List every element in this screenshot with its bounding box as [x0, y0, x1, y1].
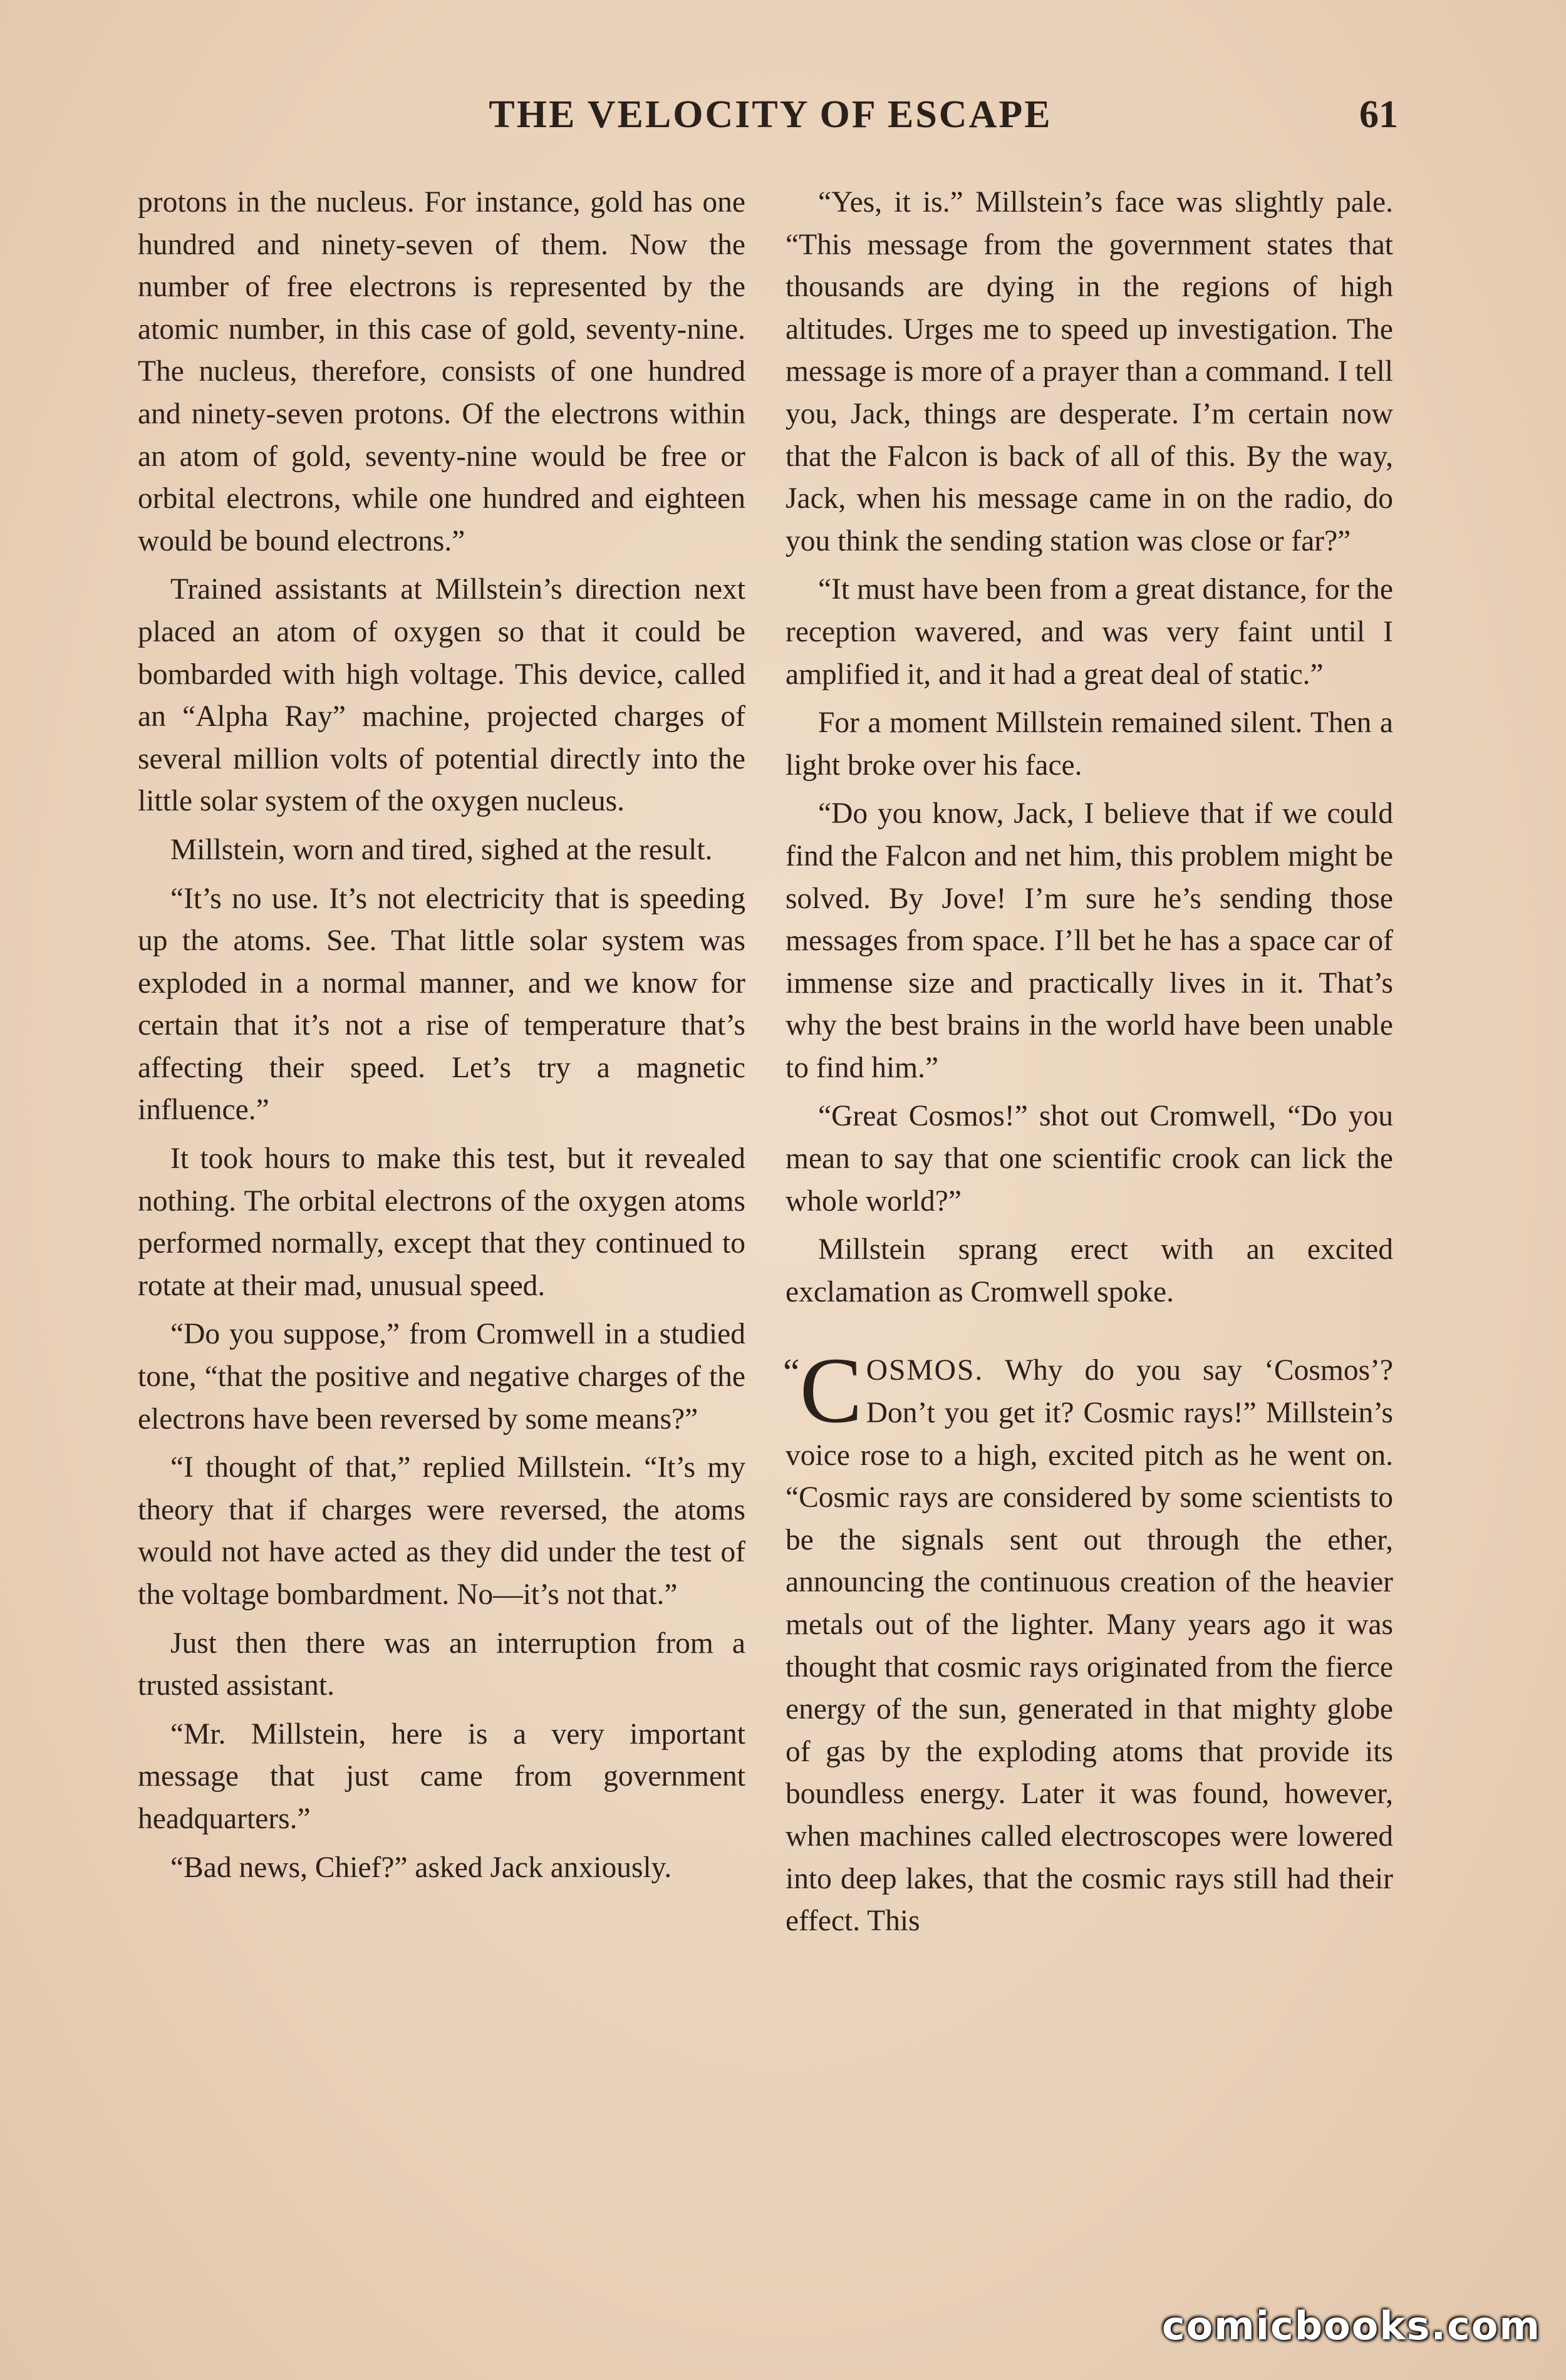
paragraph: “Bad news, Chief?” asked Jack anxiously. [170, 1851, 672, 1884]
drop-cap-letter: C [799, 1338, 863, 1443]
paragraph: “Do you suppose,” from Cromwell in a studied tone, “that the positive and negative charges of the electrons have been reversed by some means?” [138, 1318, 745, 1436]
section-opening-paragraph [783, 1338, 1393, 1942]
paragraph: “Great Cosmos!” shot out Cromwell, “Do you mean to say that one scientific crook can lick the whole world?” [786, 1100, 1393, 1218]
lead-smallcaps: OSMOS. [866, 1354, 984, 1387]
drop-cap-quote: “ [783, 1352, 800, 1394]
drop-cap [783, 1338, 863, 1443]
paragraph: Just then there was an interruption from a trusted assistant. [138, 1627, 745, 1702]
page-number: 61 [1359, 93, 1398, 136]
running-head [138, 86, 1403, 143]
paragraph: protons in the nucleus. For instance, gold has one hundred and ninety-seven of them. Now the number of free electrons is represented by the atomic number, in this case of gold, seventy-nine. The nucleus, therefore, consists of one hundred and ninety-seven protons. Of the electrons within an atom of gold, seventy-nine would be free or orbital electrons, while one hundred and eighteen would be bound electrons.” [138, 186, 745, 557]
paragraph: Millstein sprang erect with an excited exclamation as Cromwell spoke. [786, 1233, 1393, 1308]
paragraph: “It’s no use. It’s not electricity that is speeding up the atoms. See. That little solar system was exploded in a normal manner, and we know for certain that it’s not a rise of temperature that’s affecting their speed. Let’s try a magnetic influence.” [138, 882, 745, 1127]
running-title: THE VELOCITY OF ESCAPE [489, 93, 1052, 136]
paragraph: “I thought of that,” replied Millstein. “It’s my theory that if charges were reversed, the atoms would not have acted as they did under the test of the voltage bombardment. No—it’s not that.” [138, 1451, 745, 1611]
paragraph: Trained assistants at Millstein’s direction next placed an atom of oxygen so that it could be bombarded with high voltage. This device, called an “Alpha Ray” machine, projected charges of several million volts of potential directly into the little solar system of the oxygen nucleus. [138, 573, 745, 818]
paragraph: “Yes, it is.” Millstein’s face was slightly pale. “This message from the government states that thousands are dying in the regions of high altitudes. Urges me to speed up investigation. The message is more of a prayer than a command. I tell you, Jack, things are desperate. I’m certain now that the Falcon is back of all of this. By the way, Jack, when his message came in on the radio, do you think the sending station was close or far?” [786, 186, 1393, 557]
paragraph: Millstein, worn and tired, sighed at the result. [170, 833, 713, 866]
paragraph: For a moment Millstein remained silent. Then a light broke over his face. [786, 706, 1393, 782]
paragraph: “Mr. Millstein, here is a very important message that just came from government headquarters.” [138, 1717, 745, 1835]
paragraph: “It must have been from a great distance, for the reception wavered, and was very faint until I amplified it, and it had a great deal of static.” [786, 573, 1393, 691]
paragraph: It took hours to make this test, but it revealed nothing. The orbital electrons of the oxygen atoms performed normally, except that they continued to rotate at their mad, unusual speed. [138, 1142, 745, 1302]
right-column [783, 182, 1393, 1949]
section-text: Why do you say ‘Cosmos’? Don’t you get it? Cosmic rays!” Millstein’s voice rose to a high, excited pitch as he went on. “Cosmic rays are considered by some scientists to be the signals sent out through the ether, announcing the continuous creation of the heavier metals out of the lighter. Many years ago it was thought that cosmic rays originated from the fierce energy of the sun, generated in that mighty globe of gas by the exploding atoms that provide its boundless energy. Later it was found, however, when machines called electroscopes were lowered into deep lakes, that the cosmic rays still had their effect. This [786, 1354, 1393, 1938]
left-column [138, 182, 745, 1895]
watermark: comicbooks.com [1161, 2303, 1541, 2349]
paragraph: “Do you know, Jack, I believe that if we could find the Falcon and net him, this problem might be solved. By Jove! I’m sure he’s sending those messages from space. I’ll bet he has a space car of immense size and practically lives in it. That’s why the best brains in the world have been unable to find him.” [786, 797, 1393, 1084]
